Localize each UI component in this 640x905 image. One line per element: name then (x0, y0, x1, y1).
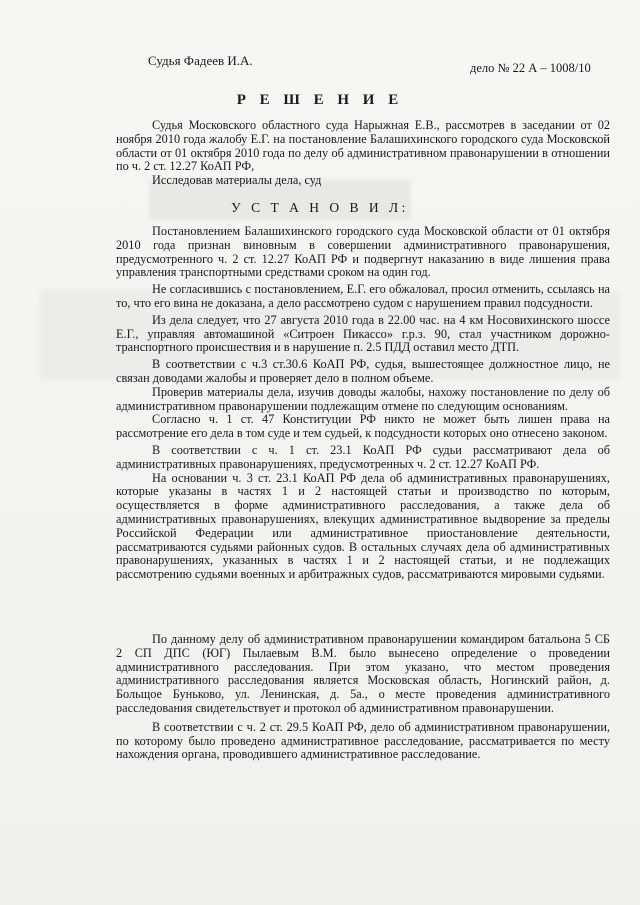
paragraph: Не согласившись с постановлением, Е.Г. его обжаловал, просил отменить, ссылаясь на то, что его вина не доказана, а дело рассмотрено судом с нарушением правил подсудности. (116, 282, 610, 310)
intro-paragraph: Исследовав материалы дела, суд (152, 173, 322, 188)
intro-paragraph: Судья Московского областного суда Нарыжная Е.В., рассмотрев в заседании от 02 ноября 2010 года жалобу Е.Г. на постановление Балашихинского городского суда Московской области от 01 октября 2010 года по делу об административном правонарушении в отношении по ч. 2 ст. 12.27 КоАП РФ, (116, 118, 610, 174)
paragraph: В соответствии с ч. 1 ст. 23.1 КоАП РФ судьи рассматривают дела об административных правонарушениях, предусмотренных ч. 2 ст. 12.27 КоАП РФ. (116, 442, 610, 471)
intro-block (116, 119, 610, 188)
paragraph: Постановлением Балашихинского городского суда Московской области от 01 октября 2010 года признан виновным в совершении административного правонарушения, предусмотренного ч. 2 ст. 12.27 КоАП РФ и подвергнут наказанию в виде лишения права управления транспортными средствами сроком на один год. (116, 224, 610, 280)
paragraph: Согласно ч. 1 ст. 47 Конституции РФ никто не может быть лишен права на рассмотрение его дела в том суде и тем судьей, к подсудности которых оно отнесено законом. (116, 412, 610, 441)
judge-name: Судья Фадеев И.А. (148, 53, 253, 68)
document-title: Р Е Ш Е Н И Е (236, 92, 404, 108)
paragraph: Из дела следует, что 27 августа 2010 года в 22.00 час. на 4 км Носовихинского шоссе Е.Г., управляя автомашиной «Ситроен Пикассо» г.р.з. 90, стал участником дорожно-транспортного происшествия и в нарушение п. 2.5 ПДД оставил место ДТП. (116, 312, 610, 355)
case-number: дело № 22 А – 1008/10 (470, 61, 591, 75)
conclusion-block (116, 633, 610, 762)
section-heading: У С Т А Н О В И Л: (231, 200, 409, 215)
paragraph: На основании ч. 3 ст. 23.1 КоАП РФ дела об административных правонарушениях, которые указаны в частях 1 и 2 настоящей статьи и производство по которым, осуществляется в форме административного расследования, а также дела об административных правонарушениях, влекущих административное выдворение за пределы Российской Федерации или административное приостановление деятельности, рассматриваются судьями районных судов. В остальных случаях дела об административных правонарушениях, указанных в частях 1 и 2 настоящей статьи, и не подлежащих рассмотрению судьями военных и арбитражных судов, рассматриваются мировыми судьями. (116, 470, 610, 582)
paragraph: Проверив материалы дела, изучив доводы жалобы, нахожу постановление по делу об административном правонарушении подлежащим отмене по следующим основаниям. (116, 384, 610, 413)
paragraph: В соответствии с ч. 2 ст. 29.5 КоАП РФ, дело об административном правонарушении, по которому было проведено административное расследование, рассматривается по месту нахождения органа, проводившего административное расследование. (116, 719, 610, 762)
paragraph: По данному делу об административном правонарушении командиром батальона 5 СБ 2 СП ДПС (ЮГ) Пылаевым В.М. было вынесено определение о проведении административного расследования. При этом указано, что местом проведения административного расследования является Московская область, Ногинский район, д. Больщое Буньково, ул. Ленинская, д. 5а., о месте проведения административного расследования свидетельствует и протокол об административном правонарушении. (116, 632, 610, 715)
paragraph: В соответствии с ч.3 ст.30.6 КоАП РФ, судья, вышестоящее должностное лицо, не связан доводами жалобы и проверяет дело в полном объеме. (116, 357, 610, 385)
findings-block (116, 225, 610, 582)
